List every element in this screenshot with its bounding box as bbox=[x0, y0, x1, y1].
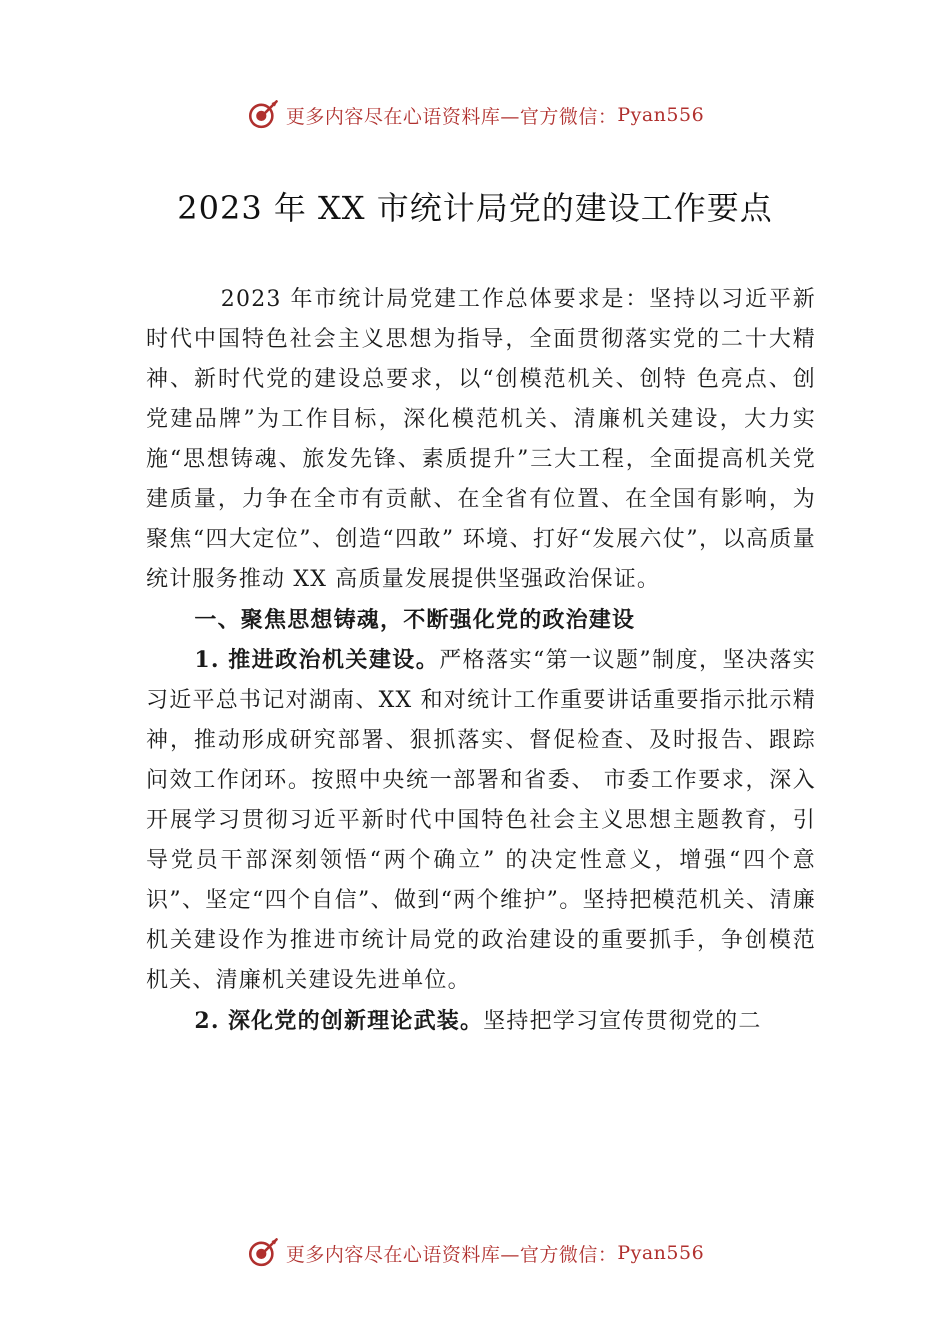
banner-text: 更多内容尽在心语资料库—官方微信： bbox=[285, 1243, 618, 1266]
document-body bbox=[146, 280, 816, 1042]
item-paragraph-2 bbox=[146, 1001, 816, 1042]
banner-wechat-id: Pyan556 bbox=[617, 1242, 705, 1264]
document-title: 2023 年 XX 市统计局党的建设工作要点 bbox=[177, 189, 773, 227]
brush-logo-icon bbox=[246, 1236, 280, 1270]
item-1-number: 1. bbox=[194, 647, 220, 673]
section-heading: 一、聚焦思想铸魂，不断强化党的政治建设 bbox=[194, 607, 636, 633]
item-paragraph-1 bbox=[146, 640, 816, 1001]
header-watermark-banner bbox=[0, 95, 950, 135]
banner-wechat-id: Pyan556 bbox=[617, 104, 705, 126]
banner-text: 更多内容尽在心语资料库—官方微信： bbox=[285, 105, 618, 128]
item-2-text: 坚持把学习宣传贯彻党的二 bbox=[483, 1009, 762, 1034]
item-2-number: 2. bbox=[194, 1008, 220, 1034]
item-1-heading: 推进政治机关建设。 bbox=[228, 647, 440, 673]
footer-watermark-banner bbox=[0, 1233, 950, 1273]
brush-logo-icon bbox=[246, 98, 280, 132]
item-1-text: 严格落实“第一议题”制度，坚决落实习近平总书记对湖南、XX 和对统计工作重要讲话重要指示批示精神，推动形成研究部署、狠抓落实、督促检查、及时报告、跟踪问效工作闭环。按照中央统一部署和省委、 市委工作要求，深入开展学习贯彻习近平新时代中国特色社会主义思想主题教育，引导党员干部深刻领悟“两个确立” 的决定性意义，增强“四个意识”、坚定“四个自信”、做到“两个维护”。坚持把模范机关、清廉机关建设作为推进市统计局党的政治建设的重要抓手，争创模范机关、清廉机关建设先进单位。 bbox=[146, 648, 816, 993]
item-2-heading: 深化党的创新理论武装。 bbox=[227, 1008, 484, 1034]
intro-paragraph: 2023 年市统计局党建工作总体要求是：坚持以习近平新时代中国特色社会主义思想为指导，全面贯彻落实党的二十大精神、新时代党的建设总要求，以“创模范机关、创特 色亮点、创党建品牌”为工作目标，深化模范机关、清廉机关建设，大力实施“思想铸魂、旅发先锋、素质提升”三大工程，全面提高机关党建质量，力争在全市有贡献、在全省有位置、在全国有影响，为聚焦“四大定位”、创造“四敢” 环境、打好“发展六仗”，以高质量统计服务推动 XX 高质量发展提供坚强政治保证。 bbox=[146, 287, 816, 592]
